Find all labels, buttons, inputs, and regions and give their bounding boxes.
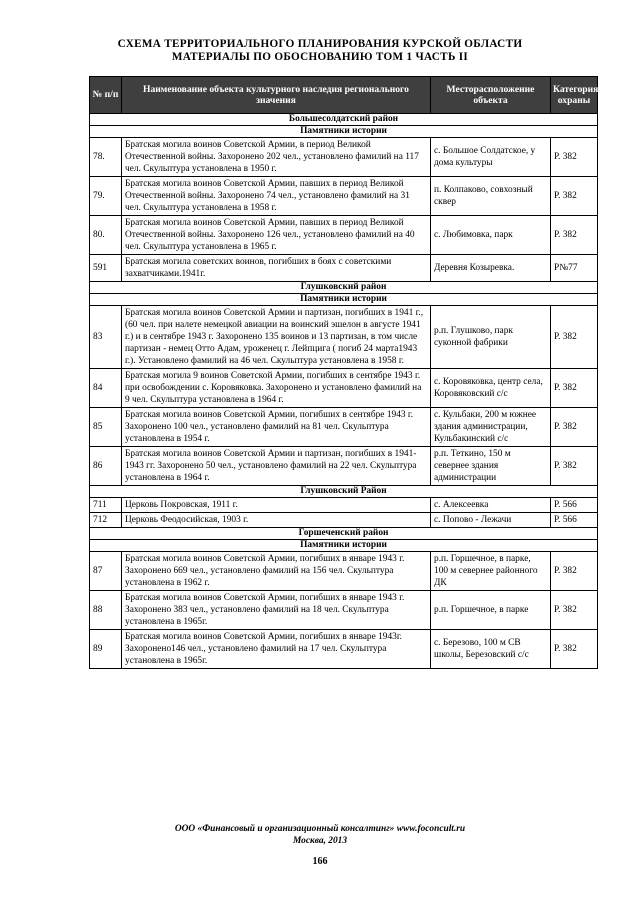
table-row: [90, 552, 598, 591]
cell-category: Р№77: [551, 255, 598, 282]
cell-number: 591: [90, 255, 122, 282]
cell-number: 89: [90, 630, 122, 669]
cell-object-name: Братская могила 9 воинов Советской Армии, погибших в сентябре 1943 г. при освобождении с. Коровяковка. Захоронено и установлено фамилий на 9 чел. Скульптура установлена в 1964 г.: [122, 369, 431, 408]
cell-category: Р. 382: [551, 447, 598, 486]
cell-location: р.п. Теткино, 150 м севернее здания администрации: [431, 447, 551, 486]
table-row: [90, 408, 598, 447]
cell-location: п. Колпаково, совхозный сквер: [431, 177, 551, 216]
cell-number: 83: [90, 306, 122, 369]
page-number: 166: [312, 856, 328, 867]
table-row: [90, 216, 598, 255]
cell-object-name: Братская могила воинов Советской Армии, в период Великой Отечественной войны. Захоронено 202 чел., установлено фамилий на 117 чел. Скульптура установлена в 1950 г.: [122, 138, 431, 177]
district-name: Горшеченский район: [90, 528, 598, 540]
table-row: [90, 498, 598, 513]
cell-category: Р. 382: [551, 552, 598, 591]
document-header: [0, 38, 640, 64]
column-header-name: Наименование объекта культурного наследия регионального значения: [122, 77, 431, 114]
cell-number: 88: [90, 591, 122, 630]
cell-location: с. Кульбаки, 200 м южнее здания администрации, Кульбакинский с/с: [431, 408, 551, 447]
table-row: [90, 630, 598, 669]
table-row: [90, 306, 598, 369]
table-row: [90, 369, 598, 408]
cell-number: 85: [90, 408, 122, 447]
header-title: СХЕМА ТЕРРИТОРИАЛЬНОГО ПЛАНИРОВАНИЯ КУРСКОЙ ОБЛАСТИ: [117, 38, 523, 50]
district-section-row: [90, 114, 598, 126]
cell-location: с. Попово - Лежачи: [431, 513, 551, 528]
cell-category: Р. 382: [551, 138, 598, 177]
table-row: [90, 447, 598, 486]
cell-location: р.п. Глушково, парк суконной фабрики: [431, 306, 551, 369]
cell-category: Р. 382: [551, 306, 598, 369]
cell-location: р.п. Горшечное, в парке, 100 м севернее районного ДК: [431, 552, 551, 591]
footer-city-year: Москва, 2013: [292, 835, 348, 846]
column-header-location: Месторасположение объекта: [431, 77, 551, 114]
table-row: [90, 138, 598, 177]
category-name: Памятники истории: [90, 126, 598, 138]
table-row: [90, 591, 598, 630]
cell-location: с. Большое Солдатское, у дома культуры: [431, 138, 551, 177]
district-section-row: [90, 282, 598, 294]
cell-category: Р. 382: [551, 216, 598, 255]
cell-number: 80.: [90, 216, 122, 255]
cell-object-name: Братская могила воинов Советской Армии, погибших в январе 1943 г. Захоронено 669 чел., установлено фамилий на 156 чел. Скульптура установлена в 1962 г.: [122, 552, 431, 591]
district-name: Глушковский район: [90, 282, 598, 294]
category-subsection-row: [90, 294, 598, 306]
cell-object-name: Церковь Покровская, 1911 г.: [122, 498, 431, 513]
cell-object-name: Братская могила воинов Советской Армии, погибших в январе 1943 г. Захоронено 383 чел., установлено фамилий на 18 чел. Скульптура установлена в 1965г.: [122, 591, 431, 630]
cell-location: с. Любимовка, парк: [431, 216, 551, 255]
district-section-row: [90, 528, 598, 540]
cell-object-name: Братская могила воинов Советской Армии, погибших в сентябре 1943 г. Захоронено 100 чел., установлено фамилий на 81 чел. Скульптура установлена в 1954 г.: [122, 408, 431, 447]
cell-category: Р. 382: [551, 630, 598, 669]
cell-number: 712: [90, 513, 122, 528]
header-subtitle: МАТЕРИАЛЫ ПО ОБОСНОВАНИЮ ТОМ 1 ЧАСТЬ II: [171, 51, 469, 63]
cell-object-name: Братская могила воинов Советской Армии, павших в период Великой Отечественной войны. Захоронено 126 чел., установлено фамилий на 40 чел. Скульптура установлена в 1965 г.: [122, 216, 431, 255]
cell-object-name: Братская могила воинов Советской Армии, погибших в январе 1943г. Захоронено146 чел., установлено фамилий на 17 чел. Скульптура установлена в 1965г.: [122, 630, 431, 669]
cell-object-name: Церковь Феодосийская, 1903 г.: [122, 513, 431, 528]
district-name: Большесолдатский район: [90, 114, 598, 126]
cell-location: Деревня Козыревка.: [431, 255, 551, 282]
cell-location: с. Березово, 100 м СВ школы, Березовский с/с: [431, 630, 551, 669]
cell-number: 78.: [90, 138, 122, 177]
category-name: Памятники истории: [90, 294, 598, 306]
category-subsection-row: [90, 126, 598, 138]
category-name: Памятники истории: [90, 540, 598, 552]
cell-category: Р. 566: [551, 498, 598, 513]
cell-category: Р. 382: [551, 591, 598, 630]
cell-number: 84: [90, 369, 122, 408]
cell-object-name: Братская могила советских воинов, погибших в боях с советскими захватчиками.1941г.: [122, 255, 431, 282]
cell-number: 86: [90, 447, 122, 486]
category-subsection-row: [90, 540, 598, 552]
cell-object-name: Братская могила воинов Советской Армии, павших в период Великой Отечественной войны. Захоронено 74 чел., установлено фамилий на 31 чел. Скульптура установлена в 1958 г.: [122, 177, 431, 216]
cell-number: 711: [90, 498, 122, 513]
table-header-row: [90, 77, 598, 114]
cell-category: Р. 382: [551, 408, 598, 447]
cell-location: с. Алексеевка: [431, 498, 551, 513]
cell-location: р.п. Горшечное, в парке: [431, 591, 551, 630]
cell-category: Р. 382: [551, 177, 598, 216]
table-row: [90, 513, 598, 528]
cell-number: 87: [90, 552, 122, 591]
cell-object-name: Братская могила воинов Советской Армии и партизан, погибших в 1941-1943 гг. Захоронено 50 чел., установлено фамилий на 22 чел. Скульптура установлена в 1964 г.: [122, 447, 431, 486]
footer-company: ООО «Финансовый и организационный консалтинг» www.foconcult.ru: [174, 824, 466, 834]
district-name: Глушковский Район: [90, 486, 598, 498]
table-row: [90, 255, 598, 282]
cell-object-name: Братская могила воинов Советской Армии и партизан, погибших в 1941 г., (60 чел. при налете немецкой авиации на воинский эшелон в августе 1941 г.) и в сентябре 1943 г. Захоронено 135 воинов и 13 партизан, в том числе партизан - немец Отто Адам, уроженец г. Лейпцига ( погиб 24 марта1943 г.). Установлено фамилий на 46 чел. Скульптура установлена в 1958 г.: [122, 306, 431, 369]
column-header-number: № п/п: [90, 77, 122, 114]
table-body: [90, 114, 598, 669]
cell-number: 79.: [90, 177, 122, 216]
cell-category: Р. 566: [551, 513, 598, 528]
table-row: [90, 177, 598, 216]
cell-location: с. Коровяковка, центр села, Коровяковский с/с: [431, 369, 551, 408]
document-footer: [0, 824, 640, 847]
cell-category: Р. 382: [551, 369, 598, 408]
district-section-row: [90, 486, 598, 498]
column-header-category: Категория охраны: [551, 77, 598, 114]
heritage-objects-table: [89, 76, 598, 669]
